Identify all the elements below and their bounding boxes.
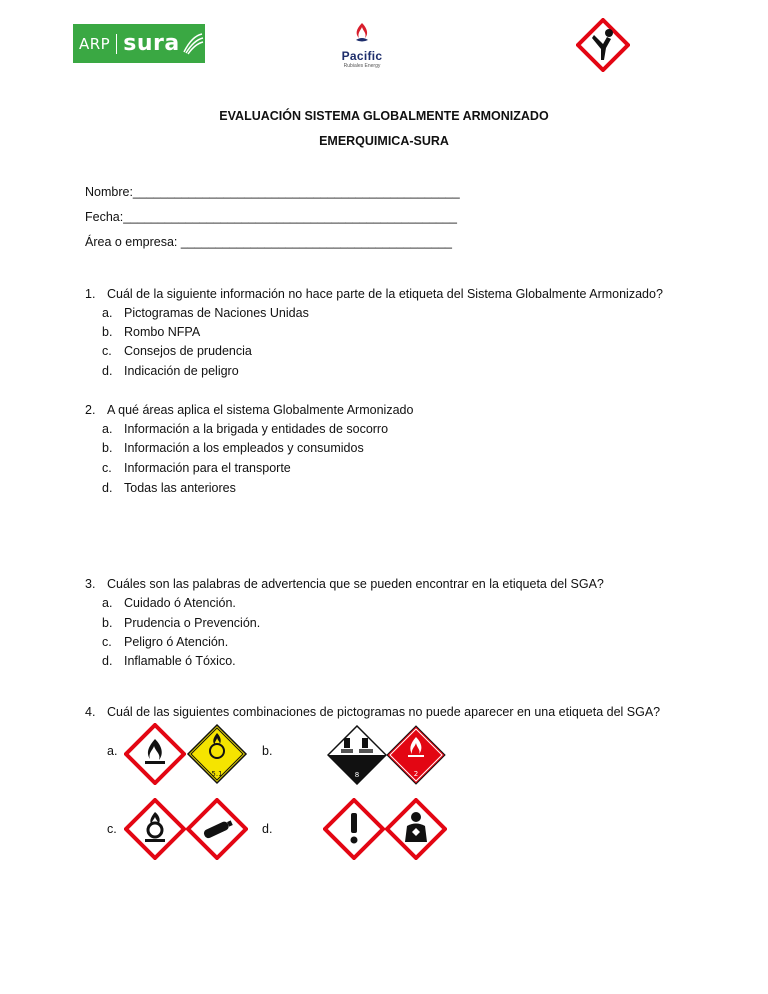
- question-3-option-a: a. Cuidado ó Atención.: [102, 596, 236, 610]
- question-4-option-a-label: a.: [107, 744, 118, 758]
- ghs-flammable-icon: [124, 723, 186, 785]
- question-3-option-d: d. Inflamable ó Tóxico.: [102, 654, 236, 668]
- pacific-flame-icon: [352, 22, 372, 44]
- question-1-option-d: d. Indicación de peligro: [102, 364, 239, 378]
- question-3-option-c: c. Peligro ó Atención.: [102, 635, 229, 649]
- question-3-text: Cuáles son las palabras de advertencia que se pueden encontrar en la etiqueta del SGA?: [107, 577, 604, 591]
- document-subtitle: EMERQUIMICA-SURA: [319, 134, 449, 148]
- document-title: EVALUACIÓN SISTEMA GLOBALMENTE ARMONIZADO: [219, 109, 549, 123]
- arp-sura-logo: [73, 24, 205, 63]
- question-1: 1. Cuál de la siguiente información no hace parte de la etiqueta del Sistema Globalmente Armonizado?: [85, 287, 663, 301]
- area-field: Área o empresa: _______________________________________: [85, 235, 453, 249]
- question-2-option-c: c. Información para el transporte: [102, 461, 291, 475]
- flammable-sign-number: 2: [413, 770, 419, 778]
- transport-corrosive-8-icon: [327, 725, 387, 785]
- question-3: 3. Cuáles son las palabras de advertencia que se pueden encontrar en la etiqueta del SGA?: [85, 577, 604, 591]
- corrosive-sign-number: 8: [354, 771, 360, 779]
- question-1-option-b: b. Rombo NFPA: [102, 325, 201, 339]
- question-4-option-c-label: c.: [107, 822, 117, 836]
- question-4-option-d-label: d.: [262, 822, 273, 836]
- nombre-field: Nombre:_______________________________________________: [85, 185, 460, 199]
- ghs-oxidizer-icon: [124, 798, 186, 860]
- logo-sura-text: sura: [123, 31, 180, 56]
- ghs-health-hazard-icon: [385, 798, 447, 860]
- question-4: 4. Cuál de las siguientes combinaciones de pictogramas no puede aparecer en una etiqueta del SGA?: [85, 705, 661, 719]
- question-2-text: A qué áreas aplica el sistema Globalmente Armonizado: [107, 403, 414, 417]
- ghs-gas-cylinder-icon: [186, 798, 248, 860]
- ghs-health-hazard-person-icon: [576, 18, 630, 72]
- oxidizer-sign-number: 5.1: [211, 770, 223, 778]
- question-2-option-d: d. Todas las anteriores: [102, 481, 236, 495]
- question-4-text: Cuál de las siguientes combinaciones de pictogramas no puede aparecer en una etiqueta del SGA?: [107, 705, 661, 719]
- sura-swoosh-icon: [182, 32, 204, 56]
- ghs-exclamation-icon: [323, 798, 385, 860]
- question-2-option-b: b. Información a los empleados y consumidos: [102, 441, 364, 455]
- pacific-logo: [332, 22, 392, 76]
- logo-arp-text: ARP: [79, 34, 111, 53]
- question-2-option-a: a. Información a la brigada y entidades de socorro: [102, 422, 389, 436]
- question-1-option-c: c. Consejos de prudencia: [102, 344, 252, 358]
- question-1-option-a: a. Pictogramas de Naciones Unidas: [102, 306, 309, 320]
- fecha-field: Fecha:________________________________________________: [85, 210, 457, 224]
- question-4-option-b-label: b.: [262, 744, 273, 758]
- transport-flammable-2-icon: [386, 725, 446, 785]
- question-2: 2. A qué áreas aplica el sistema Globalmente Armonizado: [85, 403, 414, 417]
- question-3-option-b: b. Prudencia o Prevención.: [102, 616, 261, 630]
- pacific-tagline: Rubiales Energy: [343, 63, 381, 69]
- pacific-name: Pacific: [341, 49, 383, 63]
- transport-oxidizer-5-1-icon: [186, 723, 248, 785]
- question-1-text: Cuál de la siguiente información no hace parte de la etiqueta del Sistema Globalmente Armonizado?: [107, 287, 663, 301]
